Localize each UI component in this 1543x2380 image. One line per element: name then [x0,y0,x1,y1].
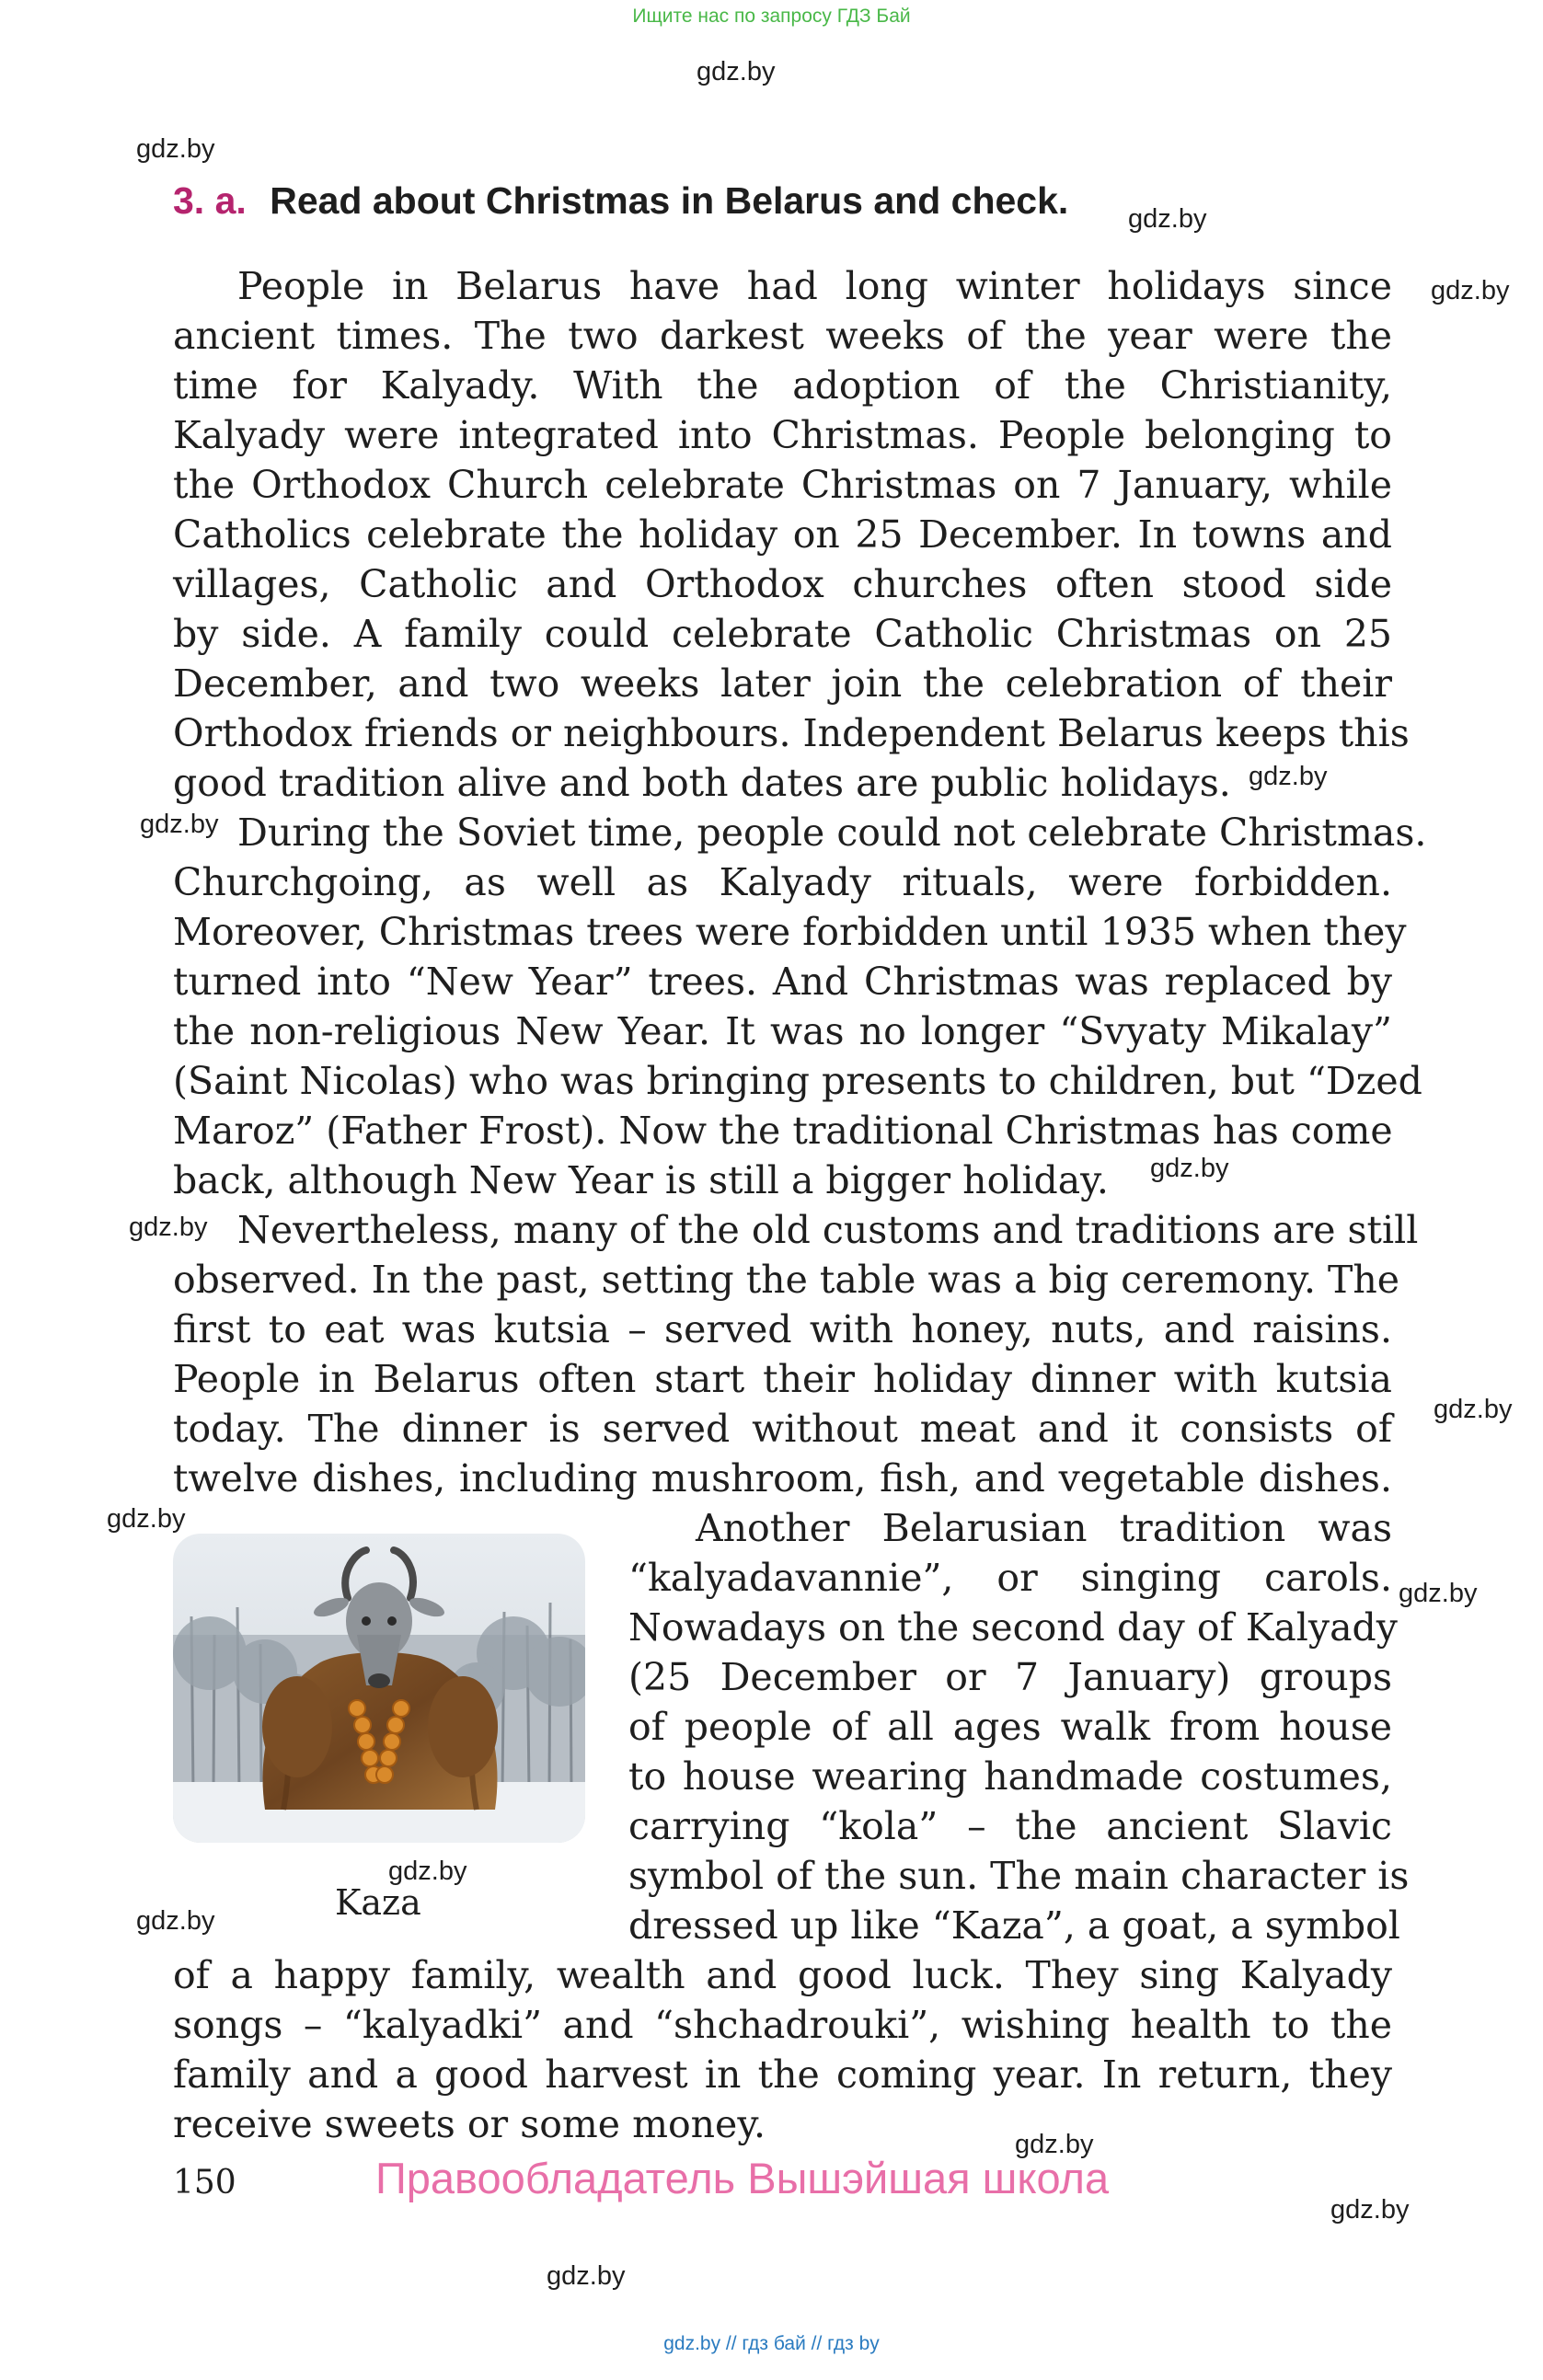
rights-holder: Правообладатель Вышэйшая школа [375,2154,1110,2202]
text-line: carrying “kola” – the ancient Slavic [628,1804,1392,1848]
watermark: gdz.by [388,1857,467,1886]
text-line: During the Soviet time, people could not celebrate Christmas. [237,811,1427,855]
text-line: People in Belarus have had long winter holidays since [237,264,1392,308]
watermark: gdz.by [1431,276,1510,305]
watermark: gdz.by [1015,2130,1094,2159]
text-line: good tradition alive and both dates are public holidays. [173,761,1231,805]
text-line: Nevertheless, many of the old customs and traditions are still [237,1208,1419,1252]
text-line: December, and two weeks later join the celebration of their [173,661,1392,706]
text-line: dressed up like “Kaza”, a goat, a symbol [628,1903,1400,1948]
exercise-instruction: Read about Christmas in Belarus and check. [270,179,1069,222]
text-line: Another Belarusian tradition was [696,1506,1392,1550]
text-line: (Saint Nicolas) who was bringing presents to children, but “Dzed [173,1059,1422,1103]
text-line: of a happy family, wealth and good luck. They sing Kalyady [173,1953,1392,1997]
watermark: gdz.by [1249,762,1328,791]
watermark: gdz.by [136,134,215,164]
text-line: Nowadays on the second day of Kalyady [628,1605,1398,1650]
figure-caption: Kaza [335,1882,421,1923]
text-line: symbol of the sun. The main character is [628,1854,1410,1898]
text-line: observed. In the past, setting the table was a big ceremony. The [173,1258,1400,1302]
text-line: Catholics celebrate the holiday on 25 December. In towns and [173,512,1392,557]
exercise-number: 3. [173,179,205,222]
text-line: Churchgoing, as well as Kalyady rituals, were forbidden. [173,860,1392,904]
bottom-links[interactable]: gdz.by // гдз бай // гдз by [663,2333,880,2354]
text-line: songs – “kalyadki” and “shchadrouki”, wishing health to the [173,2003,1392,2047]
text-line: receive sweets or some money. [173,2102,766,2146]
watermark: gdz.by [547,2261,626,2291]
top-banner[interactable]: Ищите нас по запросу ГДЗ Бай [632,6,911,27]
text-line: turned into “New Year” trees. And Christmas was replaced by [173,960,1392,1004]
text-line: first to eat was kutsia – served with honey, nuts, and raisins. [173,1307,1392,1351]
text-line: Maroz” (Father Frost). Now the traditional Christmas has come [173,1109,1393,1153]
text-line: today. The dinner is served without meat and it consists of [173,1407,1392,1451]
text-line: the Orthodox Church celebrate Christmas on 7 January, while [173,463,1392,507]
text-line: “kalyadavannie”, or singing carols. [628,1556,1392,1600]
exercise-title [173,179,1068,223]
text-line: to house wearing handmade costumes, [628,1754,1392,1799]
exercise-letter: a. [214,179,247,222]
kaza-photo [173,1534,585,1843]
watermark: gdz.by [1150,1154,1229,1183]
watermark: gdz.by [136,1906,215,1936]
text-line: (25 December or 7 January) groups [628,1655,1392,1699]
watermark: gdz.by [697,57,776,86]
watermark: gdz.by [140,810,219,839]
text-line: twelve dishes, including mushroom, fish, and vegetable dishes. [173,1456,1392,1500]
watermark: gdz.by [1434,1395,1513,1424]
text-line: Moreover, Christmas trees were forbidden until 1935 when they [173,910,1407,954]
text-line: time for Kalyady. With the adoption of the Christianity, [173,363,1392,408]
watermark: gdz.by [129,1213,208,1242]
text-line: Kalyady were integrated into Christmas. People belonging to [173,413,1392,457]
text-line: ancient times. The two darkest weeks of the year were the [173,314,1392,358]
watermark: gdz.by [1399,1579,1478,1608]
text-line: back, although New Year is still a bigger holiday. [173,1158,1109,1202]
text-line: by side. A family could celebrate Catholic Christmas on 25 [173,612,1392,656]
text-line: family and a good harvest in the coming year. In return, they [173,2052,1392,2097]
watermark: gdz.by [1330,2195,1410,2225]
text-line: villages, Catholic and Orthodox churches often stood side [173,562,1392,606]
text-line: People in Belarus often start their holiday dinner with kutsia [173,1357,1392,1401]
page-number: 150 [173,2164,236,2202]
text-line: the non-religious New Year. It was no longer “Svyaty Mikalay” [173,1009,1392,1053]
text-line: Orthodox friends or neighbours. Independent Belarus keeps this [173,711,1410,755]
text-line: of people of all ages walk from house [628,1705,1392,1749]
watermark: gdz.by [107,1504,186,1534]
watermark: gdz.by [1128,204,1207,234]
